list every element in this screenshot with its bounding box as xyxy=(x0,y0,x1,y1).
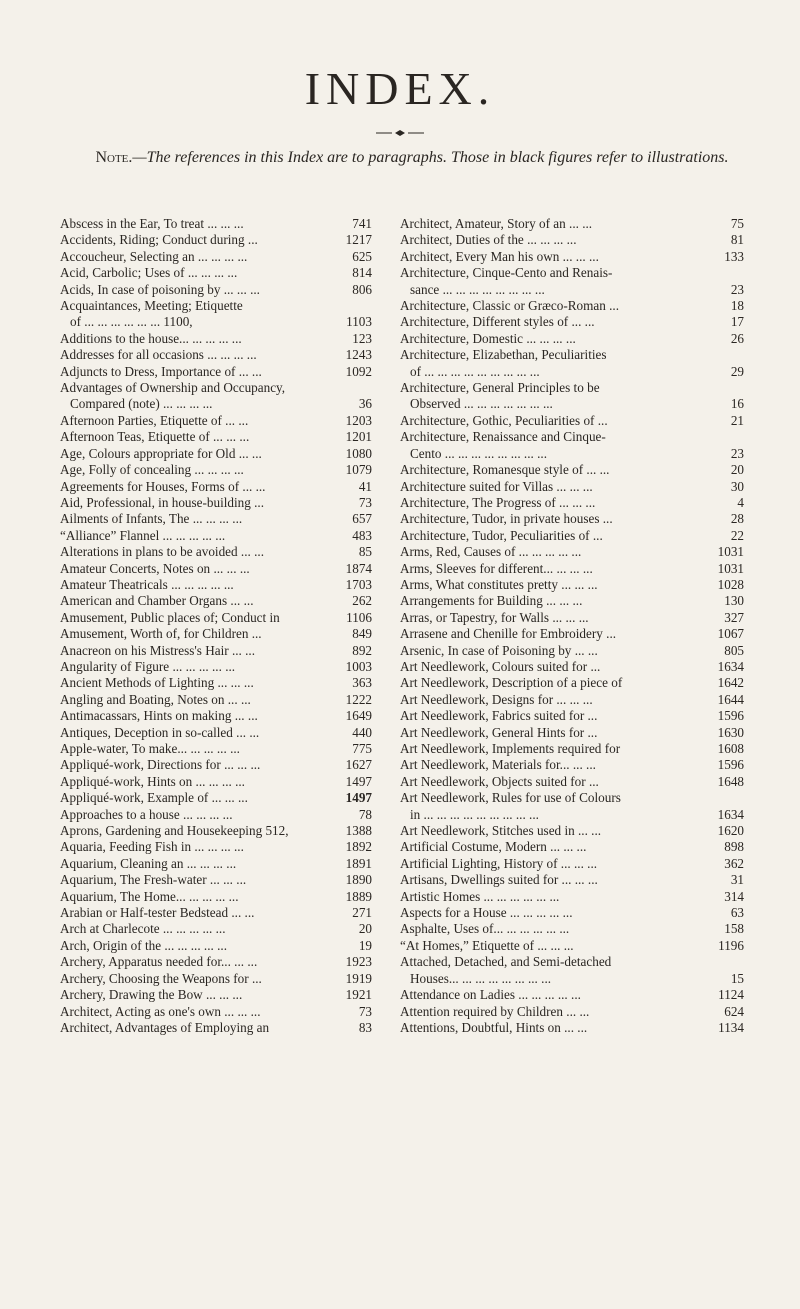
index-entry-text: Architect, Amateur, Story of an ... ... xyxy=(400,216,593,231)
index-entry xyxy=(400,298,744,314)
index-entry xyxy=(60,216,372,232)
index-entry-page: 75 xyxy=(730,216,744,231)
index-entry-text: Angularity of Figure ... ... ... ... ... xyxy=(60,658,236,674)
index-entry xyxy=(400,216,744,232)
index-entry xyxy=(400,429,744,462)
index-entry xyxy=(60,889,372,905)
index-entry xyxy=(400,643,744,659)
index-entry-page: 849 xyxy=(352,626,372,642)
index-entry-text: Art Needlework, Materials for... ... ... xyxy=(400,757,596,773)
index-entry-text: Arras, or Tapestry, for Walls ... ... ... xyxy=(400,609,589,625)
index-entry-page: 362 xyxy=(724,855,744,871)
index-entry-page: 1630 xyxy=(717,724,744,740)
index-entry-page: 133 xyxy=(724,248,744,264)
index-entry-page: 1497 xyxy=(345,773,372,789)
index-entry xyxy=(60,774,372,790)
index-entry-page: 1596 xyxy=(717,757,744,773)
index-entry-text: Architecture, Different styles of ... ... xyxy=(400,314,595,330)
index-entry-page: 1388 xyxy=(345,823,372,839)
index-entry xyxy=(400,249,744,265)
index-entry xyxy=(400,347,744,380)
index-entry xyxy=(400,823,744,839)
index-entry-text: Architecture, Cinque-Cento and Renais- xyxy=(400,265,613,281)
index-entry-text: Architecture, Renaissance and Cinque- xyxy=(400,429,606,445)
index-column-right xyxy=(400,216,744,1036)
index-entry xyxy=(60,1020,372,1036)
index-entry-page: 1080 xyxy=(345,445,372,461)
index-entry-text: Architecture, Tudor, Peculiarities of ... xyxy=(400,527,603,543)
index-entry-text: Attached, Detached, and Semi-detached xyxy=(400,954,612,970)
index-entry-page: 1891 xyxy=(345,855,372,871)
index-entry-page: 363 xyxy=(352,675,372,691)
index-entry-text: Aquarium, Cleaning an ... ... ... ... xyxy=(60,855,237,871)
index-entry-text: Art Needlework, Colours suited for ... xyxy=(400,658,601,674)
index-entry xyxy=(60,938,372,954)
index-entry xyxy=(60,544,372,560)
index-entry-text: Artificial Costume, Modern ... ... ... xyxy=(400,839,587,855)
index-entry-page: 1106 xyxy=(346,609,372,625)
index-entry-text: Architect, Every Man his own ... ... ... xyxy=(400,248,599,264)
index-entry-page: 1028 xyxy=(717,576,744,592)
index-entry xyxy=(60,528,372,544)
index-entry-page: 814 xyxy=(352,265,372,281)
index-entry-continuation: Cento ... ... ... ... ... ... ... ... xyxy=(410,445,548,461)
index-entry-page: 20 xyxy=(730,462,744,478)
index-entry-page: 1079 xyxy=(345,462,372,478)
index-entry-page: 36 xyxy=(358,396,372,412)
index-entry xyxy=(60,561,372,577)
index-entry-page: 23 xyxy=(730,281,744,297)
index-entry-text: Art Needlework, General Hints for ... xyxy=(400,724,598,740)
index-entry-text: Aspects for a House ... ... ... ... ... xyxy=(400,905,573,921)
index-entry xyxy=(400,413,744,429)
index-entry-text: Acquaintances, Meeting; Etiquette xyxy=(60,298,243,314)
index-entry-text: Aquaria, Feeding Fish in ... ... ... ... xyxy=(60,839,244,855)
index-entry xyxy=(60,872,372,888)
index-entry xyxy=(60,331,372,347)
index-entry xyxy=(60,446,372,462)
index-entry-page: 63 xyxy=(730,905,744,921)
index-entry-text: Alterations in plans to be avoided ... ... xyxy=(60,544,265,560)
index-entry-page: 21 xyxy=(730,412,744,428)
index-entry xyxy=(400,938,744,954)
index-entry-page: 1497 xyxy=(345,790,372,806)
index-entry xyxy=(60,659,372,675)
index-entry-text: Accoucheur, Selecting an ... ... ... ... xyxy=(60,248,248,264)
index-entry xyxy=(400,511,744,527)
index-entry xyxy=(60,856,372,872)
index-entry-page: 1919 xyxy=(345,970,372,986)
index-entry-page: 81 xyxy=(730,232,744,248)
index-entry-page: 1217 xyxy=(345,232,372,248)
index-entry xyxy=(400,790,744,823)
index-entry xyxy=(60,265,372,281)
index-entry xyxy=(60,495,372,511)
index-entry xyxy=(400,1020,744,1036)
index-entry-text: Age, Colours appropriate for Old ... ... xyxy=(60,445,262,461)
index-entry-page: 1243 xyxy=(345,347,372,363)
index-entry xyxy=(60,757,372,773)
index-entry-text: Acid, Carbolic; Uses of ... ... ... ... xyxy=(60,265,238,281)
index-entry xyxy=(60,708,372,724)
index-entry-page: 20 xyxy=(358,921,372,937)
index-entry xyxy=(400,954,744,987)
index-entry-page: 624 xyxy=(724,1003,744,1019)
index-entry xyxy=(400,265,744,298)
index-entry-page: 1890 xyxy=(345,872,372,888)
index-entry xyxy=(400,462,744,478)
index-entry-text: Archery, Apparatus needed for... ... ... xyxy=(60,954,258,970)
index-entry xyxy=(400,232,744,248)
index-entry-page: 73 xyxy=(358,494,372,510)
index-entry-text: Art Needlework, Designs for ... ... ... xyxy=(400,691,593,707)
index-entry-page: 1124 xyxy=(718,987,744,1003)
index-entry-page: 29 xyxy=(730,363,744,379)
index-entry-text: Architecture suited for Villas ... ... ... xyxy=(400,478,593,494)
index-entry xyxy=(400,839,744,855)
index-entry-text: “At Homes,” Etiquette of ... ... ... xyxy=(400,937,574,953)
index-entry xyxy=(60,232,372,248)
index-entry-text: Architecture, Classic or Græco-Roman ... xyxy=(400,298,619,314)
index-entry xyxy=(60,790,372,806)
index-entry-text: Antiques, Deception in so-called ... ... xyxy=(60,724,260,740)
index-entry xyxy=(400,675,744,691)
index-entry xyxy=(60,610,372,626)
index-entry xyxy=(60,626,372,642)
index-entry-page: 741 xyxy=(352,216,372,231)
divider-ornament-icon xyxy=(370,128,430,138)
index-entry-text: Aprons, Gardening and Housekeeping 512, xyxy=(60,823,289,839)
index-entry-page: 41 xyxy=(358,478,372,494)
index-entry-text: Arsenic, In case of Poisoning by ... ... xyxy=(400,642,598,658)
index-entry xyxy=(60,511,372,527)
index-entry-text: Artistic Homes ... ... ... ... ... ... xyxy=(400,888,560,904)
index-entry xyxy=(60,1004,372,1020)
index-entry-text: Art Needlework, Stitches used in ... ... xyxy=(400,823,602,839)
index-entry xyxy=(60,249,372,265)
index-entry xyxy=(400,725,744,741)
index-entry xyxy=(400,561,744,577)
index-entry xyxy=(60,741,372,757)
index-note xyxy=(62,148,762,167)
index-entry-text: Architect, Duties of the ... ... ... ... xyxy=(400,232,577,248)
index-entry-page: 1103 xyxy=(346,314,372,330)
index-entry-page: 31 xyxy=(730,872,744,888)
index-entry xyxy=(400,921,744,937)
index-entry-text: Arms, Red, Causes of ... ... ... ... ... xyxy=(400,544,582,560)
index-entry-page: 1921 xyxy=(345,987,372,1003)
index-entry xyxy=(400,872,744,888)
index-entry-page: 440 xyxy=(352,724,372,740)
index-entry xyxy=(60,971,372,987)
index-entry-text: Art Needlework, Objects suited for ... xyxy=(400,773,599,789)
index-entry-continuation: sance ... ... ... ... ... ... ... ... xyxy=(410,281,545,297)
index-entry-text: Artisans, Dwellings suited for ... ... ... xyxy=(400,872,598,888)
index-entry-text: Acids, In case of poisoning by ... ... ... xyxy=(60,281,260,297)
index-entry-text: Aid, Professional, in house-building ... xyxy=(60,494,265,510)
index-entry-page: 892 xyxy=(352,642,372,658)
index-entry-page: 1642 xyxy=(717,675,744,691)
index-entry-page: 1003 xyxy=(345,658,372,674)
index-entry-text: Adjuncts to Dress, Importance of ... ... xyxy=(60,363,262,379)
index-entry-text: Ancient Methods of Lighting ... ... ... xyxy=(60,675,254,691)
index-entry-text: Agreements for Houses, Forms of ... ... xyxy=(60,478,266,494)
index-entry xyxy=(400,741,744,757)
index-entry-text: Art Needlework, Implements required for xyxy=(400,741,621,756)
index-entry xyxy=(400,626,744,642)
index-entry-page: 26 xyxy=(730,330,744,346)
index-entry xyxy=(400,331,744,347)
index-entry xyxy=(60,692,372,708)
index-entry-text: Ailments of Infants, The ... ... ... ... xyxy=(60,511,243,527)
note-text: —The references in this Index are to paragraphs. Those in black figures refer to illustrations. xyxy=(132,149,729,166)
index-entry-page: 1644 xyxy=(717,691,744,707)
index-entry xyxy=(400,889,744,905)
index-entry-page: 1892 xyxy=(345,839,372,855)
index-entry-page: 1627 xyxy=(345,757,372,773)
index-entry-continuation: Houses... ... ... ... ... ... ... ... xyxy=(410,970,552,986)
index-entry-text: Art Needlework, Description of a piece of xyxy=(400,675,623,691)
index-entry xyxy=(60,282,372,298)
index-entry-page: 85 xyxy=(358,544,372,560)
index-entry-text: Advantages of Ownership and Occupancy, xyxy=(60,380,286,396)
index-entry-text: Archery, Choosing the Weapons for ... xyxy=(60,970,262,986)
index-entry-text: Attendance on Ladies ... ... ... ... ... xyxy=(400,987,581,1003)
index-entry-text: Artificial Lighting, History of ... ... ... xyxy=(400,855,598,871)
index-entry-text: Attention required by Children ... ... xyxy=(400,1003,590,1019)
index-entry-text: American and Chamber Organs ... ... xyxy=(60,593,254,609)
index-entry-page: 1031 xyxy=(717,560,744,576)
index-entry-page: 4 xyxy=(737,494,744,510)
index-entry-text: Asphalte, Uses of... ... ... ... ... ... xyxy=(400,921,570,937)
index-entry-text: Amusement, Public places of; Conduct in xyxy=(60,609,280,625)
index-entry-text: Arch at Charlecote ... ... ... ... ... xyxy=(60,921,226,937)
index-entry xyxy=(60,725,372,741)
index-entry xyxy=(400,593,744,609)
index-entry-text: Amusement, Worth of, for Children ... xyxy=(60,626,262,642)
index-entry-page: 271 xyxy=(352,905,372,921)
index-entry xyxy=(400,774,744,790)
index-entry xyxy=(400,577,744,593)
index-entry-text: Age, Folly of concealing ... ... ... ... xyxy=(60,462,244,478)
index-entry xyxy=(60,675,372,691)
index-entry-page: 805 xyxy=(724,642,744,658)
index-entry xyxy=(60,380,372,413)
index-entry xyxy=(60,429,372,445)
index-entry-text: Arch, Origin of the ... ... ... ... ... xyxy=(60,937,228,953)
index-entry-page: 1648 xyxy=(717,773,744,789)
index-entry xyxy=(400,856,744,872)
index-entry-page: 158 xyxy=(724,921,744,937)
index-entry-page: 1634 xyxy=(717,658,744,674)
index-entry-page: 657 xyxy=(352,511,372,527)
index-entry-text: Aquarium, The Fresh-water ... ... ... xyxy=(60,872,247,888)
index-entry xyxy=(400,757,744,773)
index-entry-page: 30 xyxy=(730,478,744,494)
index-entry-text: Arms, Sleeves for different... ... ... ... xyxy=(400,560,593,576)
index-entry-text: Architect, Acting as one's own ... ... ... xyxy=(60,1003,261,1019)
index-entry-page: 1067 xyxy=(717,626,744,642)
index-entry-text: Arabian or Half-tester Bedstead ... ... xyxy=(60,905,255,921)
index-entry-text: Afternoon Parties, Etiquette of ... ... xyxy=(60,412,249,428)
index-entry-text: Architect, Advantages of Employing an xyxy=(60,1019,270,1035)
index-entry-continuation: Observed ... ... ... ... ... ... ... xyxy=(410,396,553,412)
index-entry-page: 73 xyxy=(358,1003,372,1019)
index-entry-page: 1608 xyxy=(717,741,744,756)
index-entry-text: Approaches to a house ... ... ... ... xyxy=(60,806,233,822)
index-entry-continuation: of ... ... ... ... ... ... ... ... ... xyxy=(410,363,540,379)
index-entry-page: 1222 xyxy=(345,691,372,707)
index-entry xyxy=(60,905,372,921)
index-entry xyxy=(60,954,372,970)
index-entry-page: 15 xyxy=(730,970,744,986)
index-entry xyxy=(60,987,372,1003)
index-entry-text: Abscess in the Ear, To treat ... ... ... xyxy=(60,216,244,231)
index-entry-continuation: in ... ... ... ... ... ... ... ... ... xyxy=(410,806,539,822)
index-entry xyxy=(60,643,372,659)
index-entry-text: Architecture, Elizabethan, Peculiarities xyxy=(400,347,607,363)
index-entry-text: Additions to the house... ... ... ... ... xyxy=(60,330,242,346)
index-entry xyxy=(60,807,372,823)
index-entry-text: Amateur Concerts, Notes on ... ... ... xyxy=(60,560,250,576)
index-entry-page: 17 xyxy=(730,314,744,330)
index-entry-page: 78 xyxy=(358,806,372,822)
index-entry-page: 1874 xyxy=(345,560,372,576)
index-entry-page: 1649 xyxy=(345,708,372,724)
index-entry-page: 1201 xyxy=(345,429,372,445)
index-entry-text: Accidents, Riding; Conduct during ... xyxy=(60,232,258,248)
index-entry xyxy=(400,659,744,675)
index-entry-text: Arrasene and Chenille for Embroidery ... xyxy=(400,626,617,642)
index-entry-page: 1196 xyxy=(718,937,744,953)
index-entry-page: 314 xyxy=(724,888,744,904)
index-entry-page: 775 xyxy=(352,741,372,756)
index-entry xyxy=(60,479,372,495)
index-entry-text: Architecture, Gothic, Peculiarities of ... xyxy=(400,412,608,428)
index-entry-text: Arrangements for Building ... ... ... xyxy=(400,593,583,609)
index-entry xyxy=(400,610,744,626)
index-entry xyxy=(60,839,372,855)
index-entry-page: 123 xyxy=(352,330,372,346)
index-entry-text: Architecture, General Principles to be xyxy=(400,380,600,396)
index-entry xyxy=(60,298,372,331)
index-entry-text: Arms, What constitutes pretty ... ... ... xyxy=(400,576,598,592)
index-entry xyxy=(400,692,744,708)
index-entry-page: 130 xyxy=(724,593,744,609)
index-entry-page: 327 xyxy=(724,609,744,625)
index-entry-text: Architecture, The Progress of ... ... ... xyxy=(400,494,596,510)
index-entry-text: Angling and Boating, Notes on ... ... xyxy=(60,691,251,707)
index-entry-text: Architecture, Tudor, in private houses ... xyxy=(400,511,613,527)
index-entry-text: Art Needlework, Fabrics suited for ... xyxy=(400,708,598,724)
index-entry-text: Attentions, Doubtful, Hints on ... ... xyxy=(400,1019,588,1035)
index-entry xyxy=(400,495,744,511)
index-entry xyxy=(400,544,744,560)
index-entry-text: Anacreon on his Mistress's Hair ... ... xyxy=(60,642,256,658)
index-column-left xyxy=(60,216,372,1036)
index-entry-text: Architecture, Domestic ... ... ... ... xyxy=(400,330,576,346)
index-entry-text: Appliqué-work, Hints on ... ... ... ... xyxy=(60,773,245,789)
index-entry-text: Art Needlework, Rules for use of Colours xyxy=(400,790,621,806)
index-entry xyxy=(400,314,744,330)
index-entry-text: Archery, Drawing the Bow ... ... ... xyxy=(60,987,243,1003)
index-entry-page: 1889 xyxy=(345,888,372,904)
note-label: Note. xyxy=(95,149,133,166)
index-entry-text: Addresses for all occasions ... ... ... ... xyxy=(60,347,257,363)
index-entry-page: 1134 xyxy=(718,1019,744,1035)
index-entry-page: 16 xyxy=(730,396,744,412)
index-entry-text: Aquarium, The Home... ... ... ... ... xyxy=(60,888,239,904)
index-entry-page: 1634 xyxy=(717,806,744,822)
index-entry-page: 806 xyxy=(352,281,372,297)
index-entry-text: Amateur Theatricals ... ... ... ... ... xyxy=(60,576,234,592)
index-entry-text: Appliqué-work, Directions for ... ... ... xyxy=(60,757,261,773)
index-entry xyxy=(60,921,372,937)
index-entry-text: Afternoon Teas, Etiquette of ... ... ... xyxy=(60,429,250,445)
index-entry xyxy=(400,380,744,413)
index-entry xyxy=(400,708,744,724)
index-entry-text: Apple-water, To make... ... ... ... ... xyxy=(60,741,240,756)
index-entry-page: 262 xyxy=(352,593,372,609)
index-entry-page: 1596 xyxy=(717,708,744,724)
index-entry xyxy=(60,577,372,593)
index-entry-page: 28 xyxy=(730,511,744,527)
index-entry-page: 1923 xyxy=(345,954,372,970)
index-entry-page: 898 xyxy=(724,839,744,855)
index-entry xyxy=(400,987,744,1003)
index-entry-page: 483 xyxy=(352,527,372,543)
index-entry-page: 23 xyxy=(730,445,744,461)
index-entry xyxy=(400,1004,744,1020)
index-entry-continuation: of ... ... ... ... ... ... 1100, xyxy=(70,314,193,330)
index-entry-page: 1203 xyxy=(345,412,372,428)
index-entry xyxy=(60,823,372,839)
index-entry xyxy=(60,462,372,478)
index-entry-page: 83 xyxy=(358,1019,372,1035)
index-entry xyxy=(400,905,744,921)
index-entry-page: 1031 xyxy=(717,544,744,560)
index-entry-page: 18 xyxy=(730,298,744,314)
index-entry-text: Architecture, Romanesque style of ... ... xyxy=(400,462,610,478)
page-title: INDEX. xyxy=(304,63,496,114)
index-entry xyxy=(400,479,744,495)
index-entry xyxy=(60,364,372,380)
index-entry xyxy=(60,347,372,363)
index-entry-page: 1620 xyxy=(717,823,744,839)
index-entry-text: “Alliance” Flannel ... ... ... ... ... xyxy=(60,527,226,543)
index-entry xyxy=(60,413,372,429)
index-entry xyxy=(400,528,744,544)
index-entry-page: 1092 xyxy=(345,363,372,379)
index-entry-page: 22 xyxy=(730,527,744,543)
index-entry-page: 1703 xyxy=(345,576,372,592)
index-entry-text: Appliqué-work, Example of ... ... ... xyxy=(60,790,248,806)
index-entry-page: 19 xyxy=(358,937,372,953)
index-entry-page: 625 xyxy=(352,248,372,264)
index-entry xyxy=(60,593,372,609)
index-entry-continuation: Compared (note) ... ... ... ... xyxy=(70,396,213,412)
index-entry-text: Antimacassars, Hints on making ... ... xyxy=(60,708,258,724)
